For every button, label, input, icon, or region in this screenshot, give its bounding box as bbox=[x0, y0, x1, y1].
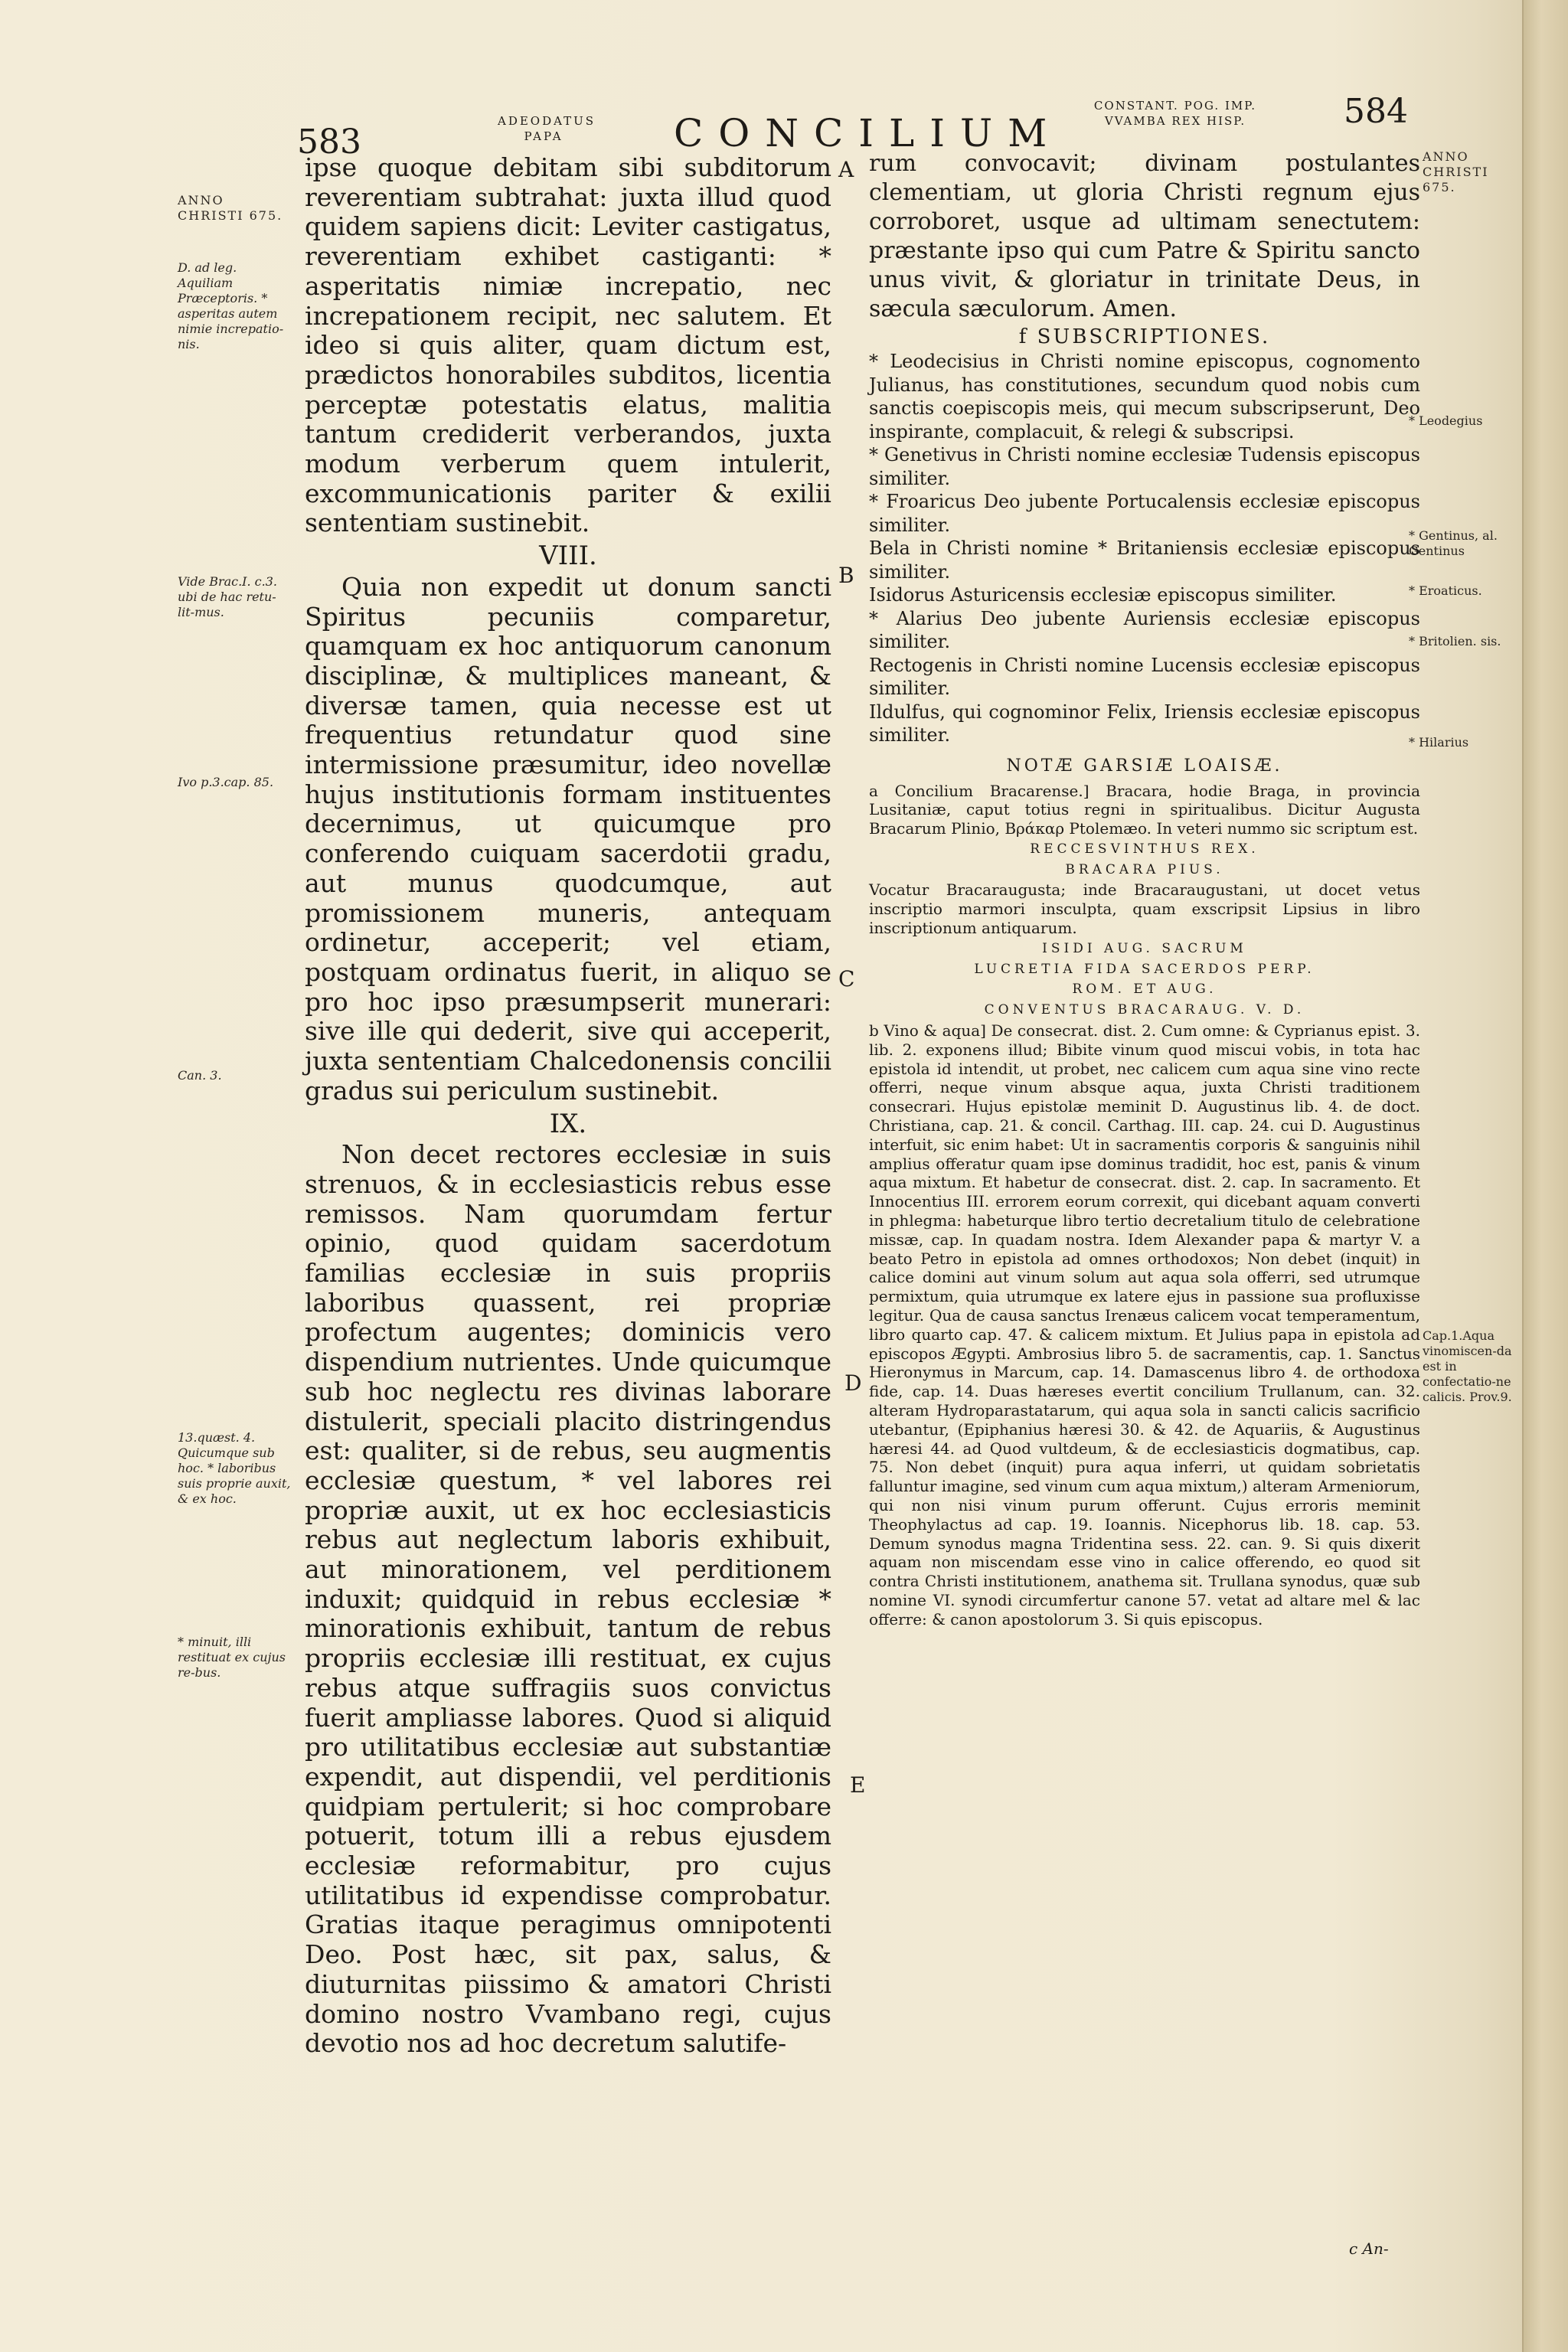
chapter-heading-viii: VIII. bbox=[539, 541, 597, 572]
subscription-item: * Froaricus Deo jubente Portucalensis ecclesiæ episcopus similiter. bbox=[869, 491, 1420, 536]
subscription-item: Isidorus Asturicensis ecclesiæ episcopus similiter. bbox=[869, 584, 1337, 606]
margin-note-hilarius: * Hilarius bbox=[1409, 735, 1469, 750]
header-title: CONCILIUM bbox=[674, 111, 1063, 155]
header-left-line-1: ADEODATUS bbox=[498, 114, 596, 128]
notes-block bbox=[869, 782, 1420, 1629]
header-right-line-1: CONSTANT. POG. IMP. bbox=[1093, 99, 1257, 113]
chapter-heading-ix: IX. bbox=[549, 1108, 587, 1139]
section-letter-b: B bbox=[838, 563, 854, 588]
left-column bbox=[305, 153, 831, 2059]
page-number-right: 584 bbox=[1344, 92, 1408, 131]
section-letter-a: A bbox=[838, 157, 854, 182]
notes-heading: NOTÆ GARSIÆ LOAISÆ. bbox=[1006, 756, 1283, 776]
inscription-line: LUCRETIA FIDA SACERDOS PERP. bbox=[974, 961, 1315, 977]
margin-note-brac: Vide Brac.I. c.3. ubi de hac retu-lit-mus. bbox=[178, 574, 277, 619]
inscription-line: ISIDI AUG. SACRUM bbox=[1042, 940, 1247, 956]
section-letter-d: D bbox=[844, 1370, 862, 1396]
catchword: c An- bbox=[1349, 2239, 1389, 2258]
subscription-item: * Leodecisius in Christi nomine episcopus, cognomento Julianus, has constitutiones, secundum quod nobis cum sanctis coepiscopis meis, qui mecum subscripserunt, Deo inspirante, complacuit, & relegi & subscripsi. bbox=[869, 351, 1420, 443]
margin-note-leodegius: * Leodegius bbox=[1409, 413, 1483, 428]
coin-legend-line: BRACARA PIUS. bbox=[1065, 861, 1224, 877]
left-paragraph-1: ipse quoque debitam sibi subditorum reverentiam subtrahat: juxta illud quod quidem sapiens dicit: Leviter castigatus, reverentiam exhibet castiganti: * asperitatis nimiæ increpatio, nec increpationem recipit, nec salutem. Et ideo si quis aliter, quam dictum est, prædictos honorabiles subditos, licentia perceptæ potestatis elatus, malitia tantum crediderit verberandos, juxta modum verberum quem intulerit, excommunicationis pariter & exilii sententiam sustinebit. bbox=[305, 152, 831, 538]
section-letter-c: C bbox=[838, 966, 855, 991]
right-paragraph-1: rum convocavit; divinam postulantes clementiam, ut gloria Christi regnum ejus corroboret, usque ad ultimam senectutem: præstante ipso qui cum Patre & Spiritu sancto unus vivit, & gloriatur in trinitate Deus, in sæcula sæculorum. Amen. bbox=[869, 150, 1420, 322]
subscription-item: Rectogenis in Christi nomine Lucensis ecclesiæ episcopus similiter. bbox=[869, 654, 1420, 699]
margin-note-anno: ANNO CHRISTI 675. bbox=[178, 193, 283, 223]
margin-note-britolien: * Britolien. sis. bbox=[1409, 634, 1501, 648]
note-a: a Concilium Bracarense.] Bracara, hodie Braga, in provincia Lusitaniæ, caput totius regni in spiritualibus. Dicitur Augusta Bracarum Plinio, Βράκαρ Ptolemæo. In veteri nummo sic scriptum est. bbox=[869, 781, 1420, 838]
coin-legend-line: RECCESVINTHUS REX. bbox=[1030, 841, 1259, 857]
header-left-label bbox=[498, 113, 596, 144]
next-page-edge bbox=[1522, 0, 1568, 2352]
margin-note-aqua: Cap.1.Aqua vinomiscen-da est in confectatio-ne calicis. Prov.9. bbox=[1423, 1328, 1512, 1404]
header-left-line-2: PAPA bbox=[524, 129, 564, 143]
subscription-item: Bela in Christi nomine * Britaniensis ecclesiæ episcopus similiter. bbox=[869, 537, 1420, 583]
header-right-line-2: VVAMBA REX HISP. bbox=[1104, 114, 1246, 128]
margin-note-minuit: * minuit, illi restituat ex cujus re-bus. bbox=[178, 1635, 286, 1680]
margin-note-aquiliam: D. ad leg. Aquiliam Præceptoris. * asperitas autem nimie increpatio-nis. bbox=[178, 260, 284, 351]
section-letter-e: E bbox=[850, 1772, 866, 1798]
subscription-item: * Alarius Deo jubente Auriensis ecclesiæ episcopus similiter. bbox=[869, 607, 1420, 652]
inscription-line: CONVENTUS BRACARAUG. V. D. bbox=[984, 1002, 1305, 1018]
inscription-line: ROM. ET AUG. bbox=[1072, 982, 1217, 998]
header-right-label bbox=[1049, 98, 1302, 129]
note-a-continued: Vocatur Bracaraugusta; inde Bracaraugustani, ut docet vetus inscriptio marmori insculpta, quam exscripsit Lipsius in libro inscriptionum antiquarum. bbox=[869, 880, 1420, 938]
note-b: b Vino & aqua] De consecrat. dist. 2. Cum omne: & Cyprianus epist. 3. lib. 2. exponens illud; Bibite vinum quod miscui vobis, in tota hac epistola id intendit, ut probet, nec calicem cum aqua sine vino recte offerri, neque vinum absque aqua, juxta Christi traditionem consecrari. Hujus epistolæ meminit D. Augustinus lib. 4. de doct. Christiana, cap. 21. & concil. Carthag. III. cap. 24. cui D. Augustinus interfuit, sic enim habet: Ut in sacramentis corporis & sanguinis nihil amplius offeratur quam ipse dominus tradidit, hoc est, panis & vinum aqua mixtum. Et habetur de consecrat. dist. 2. cap. In sacramento. Et Innocentius III. errorem eorum correxit, qui dicebant aquam converti in phlegma: habeturque libro tertio decretalium titulo de celebratione missæ, cap. In quadam nostra. Idem Alexander papa & martyr V. a beato Petro in epistola ad omnes orthodoxos; Non debet (inquit) in calice domini aut vinum solum aut aqua sola offerri, sed utrumque permixtum, quia utrumque ex latere ejus in passione sua profluxisse legitur. Qua de causa sanctus Irenæus calicem vocat temperamentum, libro quarto cap. 47. & calicem mixtum. Et Julius papa in epistola ad episcopos Ægypti. Ambrosius libro 5. de sacramentis, cap. 1. Sanctus Hieronymus in Marcum, cap. 14. Damascenus libro 4. de orthodoxa fide, cap. 14. Duas hæreses evertit concilium Trullanum, can. 32. alteram Hydroparastatarum, qui aqua sola in sancti calicis sacrificio utebantur, (Epiphanius hæresi 30. & 42. de Aquariis, & Augustinus hæresi 44. ad Quod vultdeum, & de ecclesiasticis dogmatibus, cap. 75. Non debet (inquit) pura aqua inferri, ut quidam sobrietatis falluntur imagine, sed vinum cum aqua mixtum,) alteram Armeniorum, qui non nisi vinum purum offerunt. Cujus erroris meminit Theophylactus ad cap. 19. Ioannis. Nicephorus lib. 18. cap. 53. Demum synodus magna Tridentina sess. 22. can. 9. Si quis dixerit aquam non miscendam esse vino in calice offerendo, eo quod sit contra Christi institutionem, anathema sit. Trullana synodus, quæ sub nomine VI. synodi circumfertur canone 57. vetat ad altare mel & lac offerre: & canon apostolorum 3. Si quis episcopus. bbox=[869, 1021, 1420, 1628]
left-paragraph-3: Non decet rectores ecclesiæ in suis strenuos, & in ecclesiasticis rebus esse remissos. Nam quorumdam fertur opinio, quod quidam sacerdotum familias ecclesiæ in suis propriis laboribus quassent, rei propriæ profectum augentes; dominicis vero dispendium nutrientes. Unde quicumque sub hoc neglectu res divinas laborare distulerit, speciali placito distringendus est: qualiter, si de rebus, seu augmentis ecclesiæ questum, * vel labores rei propriæ auxit, ut ex hoc ecclesiasticis rebus aut neglectum laboris exhibuit, aut minorationem, vel perditionem induxit; quidquid in rebus ecclesiæ * minorationis exhibuit, tantum de rebus propriis ecclesiæ illi restituat, ex cujus rebus atque suffragiis suos convictus fuerit ampliasse labores. Quod si aliquid pro utilitatibus ecclesiæ aut substantiæ expendit, aut dispendii, vel perditionis quidpiam pertulerit; si hoc comprobare potuerit, totum illi a rebus ejusdem ecclesiæ reformabitur, pro cujus utilitatibus id expendisse comprobatur. Gratias itaque peragimus omnipotenti Deo. Post hæc, sit pax, salus, & diuturnitas piissimo & amatori Christi domino nostro Vvambano regi, cujus devotio nos ad hoc decretum salutife- bbox=[305, 1139, 831, 2059]
left-paragraph-2: Quia non expedit ut donum sancti Spiritus pecuniis comparetur, quamquam ex hoc antiquorum canonum disciplinæ, & multiplices maneant, & diversæ tamen, quia necesse est ut frequentius retundatur quod sine intermissione præsumitur, ideo novellæ hujus institutionis formam instituentes decernimus, ut quicumque pro conferendo cuiquam sacerdotii gradu, aut munus quodcumque, aut promissionem muneris, antequam ordinetur, acceperit; vel etiam, postquam ordinatus fuerit, in aliquo se pro hoc ipso præsumpserit munerari: sive ille qui dederit, sive qui acceperit, juxta sententiam Chalcedonensis concilii gradus sui periculum sustinebit. bbox=[305, 571, 831, 1106]
subscription-item: Ildulfus, qui cognominor Felix, Iriensis ecclesiæ episcopus similiter. bbox=[869, 701, 1420, 746]
margin-note-quaest: 13.quæst. 4. Quicumque sub hoc. * laboribus suis proprie auxit, & ex hoc. bbox=[178, 1430, 291, 1506]
subscriptions-list bbox=[869, 350, 1420, 747]
margin-note-eroaticus: * Eroaticus. bbox=[1409, 583, 1482, 598]
margin-note-anno-right: ANNO CHRISTI 675. bbox=[1423, 149, 1489, 194]
page-number-left: 583 bbox=[297, 122, 361, 162]
subscriptiones-heading: f SUBSCRIPTIONES. bbox=[1018, 325, 1271, 348]
margin-note-ivo: Ivo p.3.cap. 85. bbox=[178, 775, 274, 789]
subscription-item: * Genetivus in Christi nomine ecclesiæ Tudensis episcopus similiter. bbox=[869, 444, 1420, 489]
right-column bbox=[869, 149, 1420, 1629]
margin-note-can: Can. 3. bbox=[178, 1068, 222, 1083]
margin-note-gentinus: * Gentinus, al. Gentinus bbox=[1409, 528, 1498, 558]
